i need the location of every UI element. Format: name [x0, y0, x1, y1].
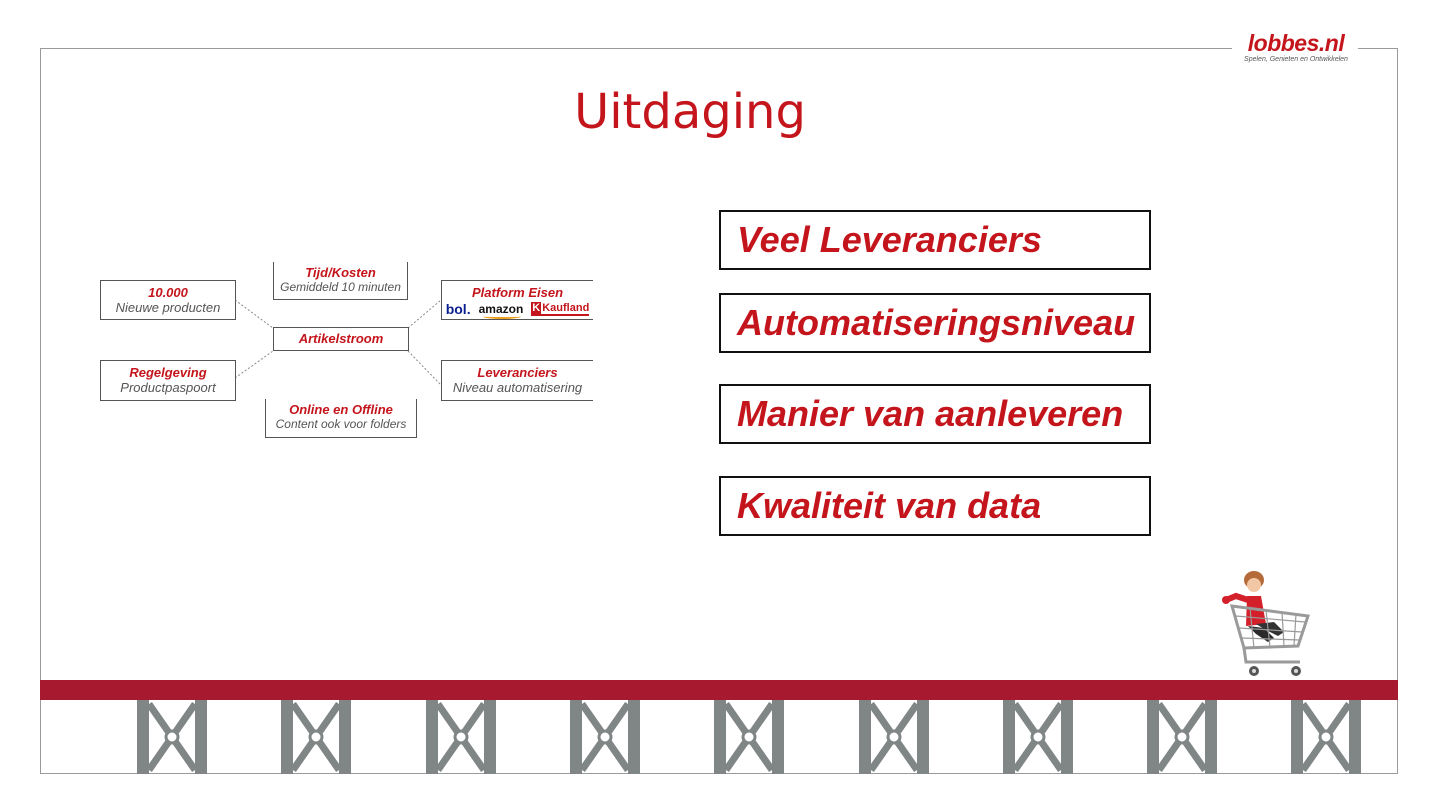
node-time-costs — [273, 262, 408, 300]
bridge-truss-icon — [281, 700, 351, 774]
node-article-flow-title: Artikelstroom — [298, 331, 384, 346]
connector-products — [235, 300, 273, 328]
challenge-box-automation: Automatiseringsniveau — [719, 293, 1151, 353]
kaufland-logo — [531, 302, 589, 316]
node-new-products-subtitle: Nieuwe producten — [115, 300, 221, 315]
kaufland-logo-text: Kaufland — [542, 302, 590, 314]
logo-wordmark: lobbes.nl — [1247, 30, 1345, 56]
node-new-products-title: 10.000 — [148, 285, 188, 300]
node-regulation — [100, 360, 236, 401]
node-online-offline-title: Online en Offline — [289, 402, 393, 417]
node-online-offline — [265, 399, 417, 438]
shopping-cart-child-illustration — [1214, 566, 1314, 678]
node-suppliers-title: Leveranciers — [477, 365, 558, 380]
challenge-box-delivery: Manier van aanleveren — [719, 384, 1151, 444]
node-new-products — [100, 280, 236, 320]
connector-suppliers — [408, 351, 441, 385]
node-regulation-subtitle: Productpaspoort — [120, 380, 216, 395]
bridge-truss-icon — [570, 700, 640, 774]
bridge-truss-icon — [426, 700, 496, 774]
node-time-costs-subtitle: Gemiddeld 10 minuten — [280, 280, 401, 294]
node-online-offline-subtitle: Content ook voor folders — [275, 417, 407, 431]
bridge-truss-icon — [1147, 700, 1217, 774]
connector-platform — [408, 300, 441, 328]
connector-regulation — [235, 351, 273, 378]
challenge-box-data-quality: Kwaliteit van data — [719, 476, 1151, 536]
bridge-truss-icon — [1003, 700, 1073, 774]
logo-tagline: Spelen, Genieten en Ontwikkelen — [1244, 56, 1348, 63]
kaufland-k-icon: K — [532, 302, 541, 314]
slide-title: Uitdaging — [574, 84, 806, 140]
marketplace-logos — [442, 301, 593, 317]
article-flow-mind-map — [0, 0, 700, 480]
bridge-truss-icon — [714, 700, 784, 774]
node-article-flow — [273, 327, 409, 351]
node-suppliers — [441, 360, 593, 401]
node-time-costs-title: Tijd/Kosten — [305, 265, 376, 280]
node-platform-title: Platform Eisen — [471, 285, 564, 300]
bridge-truss-icon — [137, 700, 207, 774]
node-regulation-title: Regelgeving — [129, 365, 207, 380]
node-platform-requirements — [441, 280, 593, 320]
bridge-truss-icon — [859, 700, 929, 774]
bol-logo: bol. — [445, 301, 471, 317]
node-suppliers-subtitle: Niveau automatisering — [452, 380, 583, 395]
bridge-truss-icon — [1291, 700, 1361, 774]
brand-logo[interactable] — [1240, 30, 1352, 63]
bridge-deck — [40, 680, 1398, 700]
challenge-box-suppliers: Veel Leveranciers — [719, 210, 1151, 270]
amazon-logo: amazon — [478, 302, 524, 316]
